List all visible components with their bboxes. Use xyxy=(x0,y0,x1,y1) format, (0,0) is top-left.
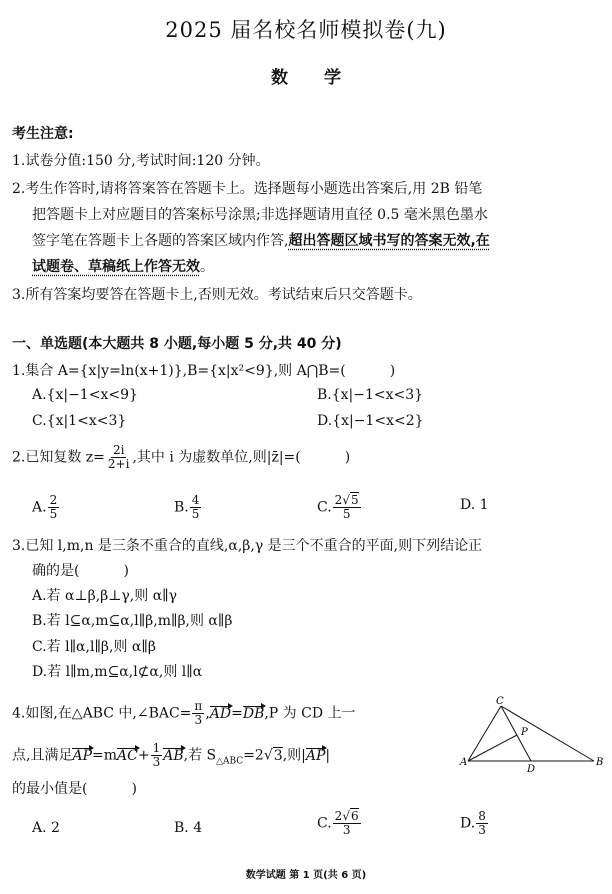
question-2-text-post: ,其中 i 为虚数单位,则|z̄|=( xyxy=(132,449,301,466)
question-4-option-d-den: 3 xyxy=(478,823,486,837)
question-4-option-b: B. 4 xyxy=(174,820,203,836)
question-3-option-b: B.若 l⊆α,m⊆α,l∥β,m∥β,则 α∥β xyxy=(32,613,233,629)
side-cb xyxy=(501,706,594,761)
question-4-option-c-coef: 2 xyxy=(334,809,343,823)
question-4-coef-num: 1 xyxy=(152,741,161,755)
question-4-option-c-den: 3 xyxy=(342,823,351,837)
question-4-abs-end: | xyxy=(325,747,331,764)
question-2-option-c-label: C. xyxy=(317,499,332,516)
notice-warning-1: 超出答题区域书写的答案无效,在 xyxy=(288,233,490,249)
question-4-option-d-num: 8 xyxy=(478,809,486,823)
question-2-fraction-num: 2i xyxy=(112,443,125,457)
question-4-area-sub: △ABC xyxy=(216,756,244,767)
question-4-close: ) xyxy=(131,781,137,797)
question-2-option-c: C. $\frac{2√5}{5}$ xyxy=(317,493,359,521)
question-4-angle-num: π xyxy=(194,699,203,713)
question-4-option-d xyxy=(460,810,489,837)
question-2-option-a-label: A. xyxy=(32,499,47,516)
question-3-option-c: C.若 l∥α,l∥β,则 α∥β xyxy=(32,639,156,655)
question-3-stem-line-2 xyxy=(32,560,129,580)
question-2-option-a-num: 2 xyxy=(49,493,58,507)
notice-item-2-line-3-plain: 签字笔在答题卡上各题的答案区域内作答, xyxy=(32,233,289,249)
point-b-label: B xyxy=(596,757,604,768)
notice-warning-2: 试题卷、草稿纸上作答无效 xyxy=(32,259,200,275)
question-3-stem-line-1: 3.已知 l,m,n 是三条不重合的直线,α,β,γ 是三个不重合的平面,则下列结论正 xyxy=(12,538,483,554)
question-2-option-b-den: 5 xyxy=(191,507,200,521)
question-4-line-2: 点,且满足AP=mAC+ $\frac{1}{3}$ AB,若 $S_{\triangle ABC}=2√3$,则|AP| xyxy=(12,741,331,769)
question-4-text-1: 4.如图,在△ABC 中,∠BAC= xyxy=(12,705,192,722)
page-footer: 数学试题 第 1 页(共 6 页) xyxy=(245,870,367,881)
vector-ac: AC xyxy=(117,747,138,764)
notice-item-2-line-2: 把答题卡上对应题目的答案标号涂黑;非选择题请用直径 0.5 毫米黑色墨水 xyxy=(32,207,488,223)
point-a-label: A xyxy=(460,757,468,768)
question-4-option-d-label: D. xyxy=(460,815,476,832)
vector-ap-abs: AP xyxy=(305,747,326,764)
question-1-option-c: C.{x|1<x<3} xyxy=(32,413,127,429)
notice-item-2-line-1: 2.考生作答时,请将答案答在答题卡上。选择题每小题选出答案后,用 2B 铅笔 xyxy=(12,181,483,197)
question-2-option-d: D. 1 xyxy=(460,497,489,513)
question-4-area-value: =2 xyxy=(243,747,264,764)
exam-title: 2025 届名校名师模拟卷(九) xyxy=(165,18,447,42)
question-1-stem xyxy=(12,360,395,380)
question-4-eq-m: =m xyxy=(91,747,117,764)
question-3-option-a: A.若 α⊥β,β⊥γ,则 α∥γ xyxy=(32,588,177,604)
question-4-text-1-end: ,P 为 CD 上一 xyxy=(264,705,356,722)
question-4-then: ,则| xyxy=(282,747,306,764)
exam-subject: 数 学 xyxy=(271,68,341,88)
point-c-label: C xyxy=(496,696,504,707)
question-4-comma: , xyxy=(205,705,210,722)
notice-heading: 考生注意: xyxy=(12,126,74,142)
question-4-area-root: 3 xyxy=(273,747,283,764)
question-2-option-a xyxy=(32,494,60,521)
vector-ap: AP xyxy=(72,747,92,764)
question-4-coef-den: 3 xyxy=(152,755,161,769)
question-4-option-c: C. $\frac{2√6}{3}$ xyxy=(317,809,359,837)
question-2-option-b xyxy=(174,494,202,521)
question-3-option-d: D.若 l∥m,m⊆α,l⊄α,则 l∥α xyxy=(32,664,203,680)
question-2-fraction xyxy=(106,444,132,471)
question-2-text-pre: 2.已知复数 z= xyxy=(12,449,105,466)
question-4-area-label: ,若 S xyxy=(183,747,217,764)
question-2-option-b-num: 4 xyxy=(191,493,200,507)
vector-ad: AD xyxy=(209,705,232,722)
notice-item-3: 3.所有答案均要答在答题卡上,否则无效。考试结束后只交答题卡。 xyxy=(12,287,422,303)
question-4-line-1 xyxy=(12,700,356,727)
notice-item-2-line-4 xyxy=(32,256,214,276)
notice-item-2-line-4-end: 。 xyxy=(200,259,214,275)
vector-db: DB xyxy=(242,705,265,722)
question-2-option-c-root: 5 xyxy=(350,493,359,507)
point-p-label: P xyxy=(521,727,528,738)
question-2-close: ) xyxy=(344,449,351,466)
question-4-text-2: 点,且满足 xyxy=(12,747,73,764)
question-4-text-3: 的最小值是( xyxy=(12,781,88,797)
question-4-angle-den: 3 xyxy=(194,713,203,727)
notice-item-1: 1.试卷分值:150 分,考试时间:120 分钟。 xyxy=(12,153,270,169)
question-4-equals: = xyxy=(231,705,243,722)
question-4-line-3 xyxy=(12,778,137,798)
point-d-label: D xyxy=(527,764,536,773)
question-2-option-c-den: 5 xyxy=(342,507,351,521)
question-2-stem xyxy=(12,444,350,471)
question-1-option-b: B.{x|−1<x<3} xyxy=(317,387,424,403)
question-1-close: ) xyxy=(389,363,396,379)
question-4-option-c-root: 6 xyxy=(350,809,359,823)
question-4-option-a: A. 2 xyxy=(32,820,60,836)
question-1-option-a: A.{x|−1<x<9} xyxy=(32,387,138,403)
question-2-option-b-label: B. xyxy=(174,499,189,516)
question-3-close: ) xyxy=(123,563,129,579)
question-4-plus: + xyxy=(137,747,150,764)
question-4-option-c-label: C. xyxy=(317,815,332,832)
section-heading: 一、单选题(本大题共 8 小题,每小题 5 分,共 40 分) xyxy=(12,336,342,352)
question-2-option-c-coef: 2 xyxy=(334,493,343,507)
notice-item-2-line-3 xyxy=(32,230,490,250)
triangle-figure xyxy=(455,693,605,773)
question-1-option-d: D.{x|−1<x<2} xyxy=(317,413,424,429)
question-2-option-a-den: 5 xyxy=(49,507,58,521)
question-3-text: 确的是( xyxy=(32,563,80,579)
vector-ab: AB xyxy=(163,747,184,764)
question-2-fraction-den: 2+i xyxy=(107,457,130,471)
question-1-text: 1.集合 A={x|y=ln(x+1)},B={x|x²<9},则 A⋂B=( xyxy=(12,363,346,379)
